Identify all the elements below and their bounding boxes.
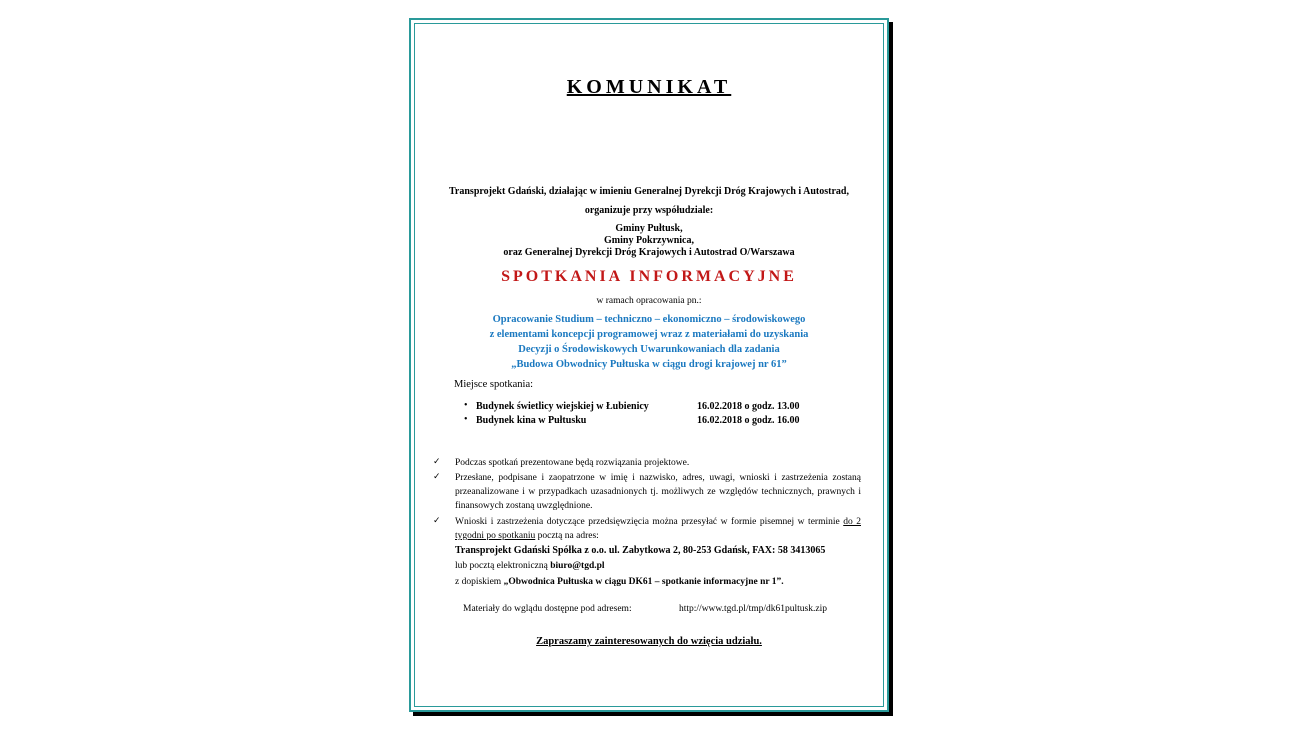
intro-line-1: Transprojekt Gdański, działając w imieniu Generalnej Dyrekcji Dróg Krajowych i Autostrad, <box>449 186 849 197</box>
document-page <box>409 18 889 712</box>
email-prefix: lub pocztą elektroniczną <box>455 561 551 571</box>
meeting-time-1: 16.02.2018 o godz. 13.00 <box>697 401 800 412</box>
email-line <box>455 561 605 571</box>
document-title: KOMUNIKAT <box>566 76 732 98</box>
postal-address: Transprojekt Gdański Spółka z o.o. ul. Zabytkowa 2, 80-253 Gdańsk, FAX: 58 3413065 <box>455 545 826 556</box>
subject-line <box>455 577 784 587</box>
meeting-place-label: Miejsce spotkania: <box>454 379 534 390</box>
note-2: Przesłane, podpisane i zaopatrzone w imię i nazwisko, adres, uwagi, wnioski i zastrzeżenia zostaną przeanalizowane i w przypadkach uzasadnionych tj. możliwych ze względów technicznych, prawnych i finansowych zostaną uwzględnione. <box>455 473 861 511</box>
note-3-tail: pocztą na adres: <box>535 531 599 541</box>
partner-1: Gminy Pułtusk, <box>615 223 683 234</box>
project-line-1: Opracowanie Studium – techniczno – ekonomiczno – środowiskowego <box>492 314 806 325</box>
meeting-time-2: 16.02.2018 o godz. 16.00 <box>697 415 800 426</box>
bullet-icon: • <box>464 400 468 411</box>
bullet-icon: • <box>464 414 468 425</box>
project-line-4: „Budowa Obwodnicy Pułtuska w ciągu drogi krajowej nr 61” <box>511 359 787 370</box>
project-line-2: z elementami koncepcji programowej wraz z materiałami do uzyskania <box>489 329 809 340</box>
intro-line-2: organizuje przy współudziale: <box>584 205 714 216</box>
note-3-text: Wnioski i zastrzeżenia dotyczące przedsięwzięcia można przesyłać w formie pisemnej w terminie <box>455 517 840 527</box>
partner-2: Gminy Pokrzywnica, <box>604 235 694 246</box>
checkmark-icon: ✓ <box>433 471 441 481</box>
materials-label: Materiały do wglądu dostępne pod adresem: <box>463 604 632 614</box>
checkmark-icon: ✓ <box>433 515 441 525</box>
note-1: Podczas spotkań prezentowane będą rozwiązania projektowe. <box>455 458 690 468</box>
project-line-3: Decyzji o Środowiskowych Uwarunkowaniach dla zadania <box>518 344 780 355</box>
invitation: Zapraszamy zainteresowanych do wzięcia udziału. <box>536 636 762 647</box>
note-3 <box>455 515 861 543</box>
meeting-place-2: Budynek kina w Pułtusku <box>476 415 587 426</box>
subject-prefix: z dopiskiem <box>455 577 504 587</box>
email-address[interactable]: biuro@tgd.pl <box>550 561 605 571</box>
section-heading: SPOTKANIA INFORMACYJNE <box>501 268 797 285</box>
checkmark-icon: ✓ <box>433 456 441 466</box>
subject-text: „Obwodnica Pułtuska w ciągu DK61 – spotkanie informacyjne nr 1”. <box>503 577 784 587</box>
meeting-place-1: Budynek świetlicy wiejskiej w Łubienicy <box>476 401 649 412</box>
materials-link[interactable]: http://www.tgd.pl/tmp/dk61pultusk.zip <box>679 604 827 614</box>
partner-3: oraz Generalnej Dyrekcji Dróg Krajowych i Autostrad O/Warszawa <box>503 247 795 258</box>
deadline-text: do 2 tygodni po spotkaniu <box>455 517 861 541</box>
within-label: w ramach opracowania pn.: <box>596 296 702 306</box>
